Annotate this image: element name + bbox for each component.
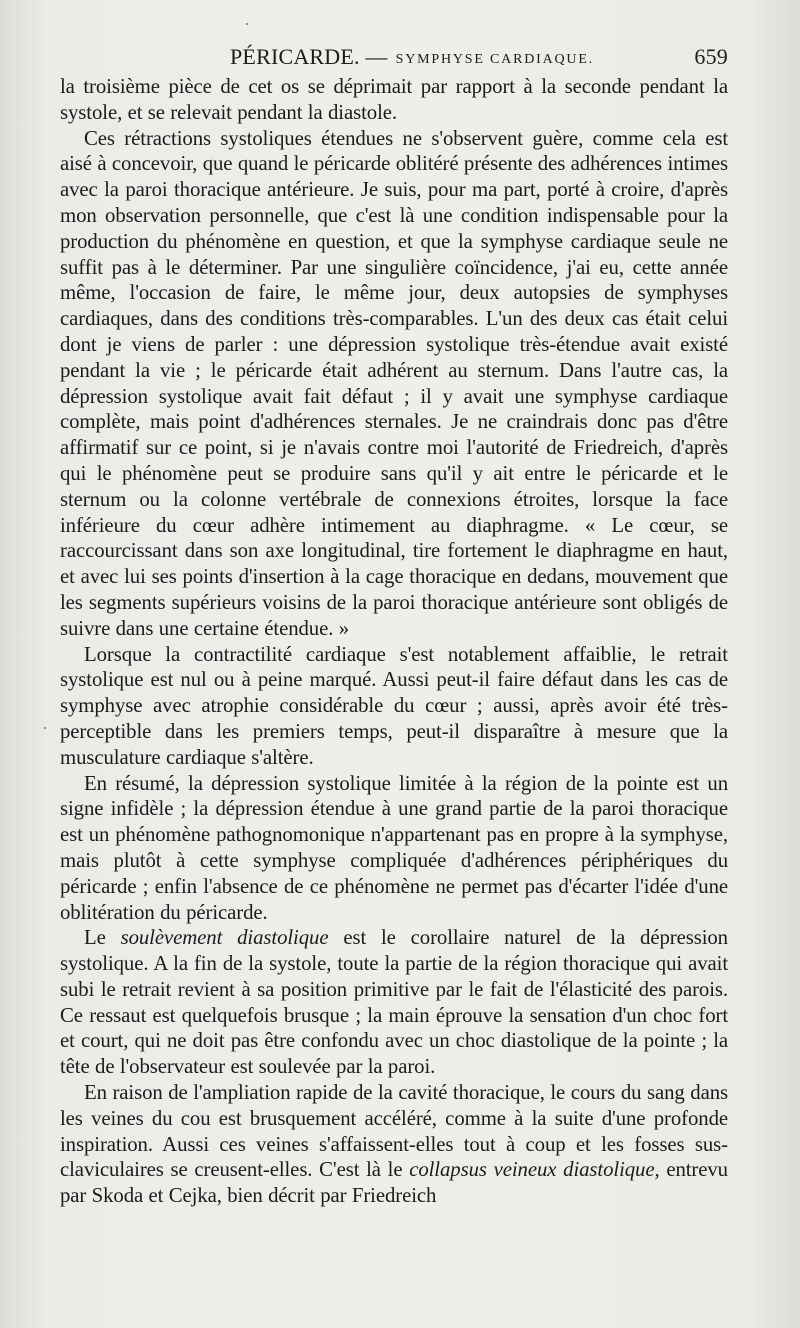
italic-term: soulèvement diastolique [120,926,329,950]
paragraph-6 [60,1080,728,1209]
page-number: 659 [694,44,728,69]
paragraph-text: Lorsque la contractilité cardiaque s'est notablement affaiblie, le retrait systolique est nul ou à peine marqué. Aussi peut-il faire défaut dans les cas de symphyse avec atrophie considérable du cœur ; aussi, après avoir été très-perceptible dans les premiers temps, peut-il disparaître à mesure que la musculature cardiaque s'altère. [60,642,728,769]
paragraph-text: En résumé, la dépression systolique limitée à la région de la pointe est un signe infidèle ; la dépression étendue à une grand partie de la paroi thoracique est un phénomène pathognomonique n'appartenant pas en propre à la symphyse, mais plutôt à cette symphyse compliquée d'adhérences périphériques du péricarde ; enfin l'absence de ce phénomène ne permet pas d'écarter l'idée d'une oblitération du péricarde. [60,771,728,924]
paragraph-4 [60,771,728,926]
body-text [60,74,728,1209]
paragraph-text: entrevu par Skoda et Cejka, bien décrit par Friedreich [60,1158,728,1208]
ink-speck [44,727,46,729]
paragraph-1 [60,74,728,126]
paragraph-2 [60,126,728,642]
running-title-sub: SYMPHYSE CARDIAQUE. [395,52,594,67]
running-title [230,40,594,77]
ink-speck [246,23,248,25]
running-title-main: PÉRICARDE. — [230,44,388,69]
paragraph-text: Ces rétractions systoliques étendues ne s'observent guère, comme cela est aisé à concevoir, que quand le péricarde oblitéré présente des adhérences intimes avec la paroi thoracique antérieure. Je suis, pour ma part, porté à croire, d'après mon observation personnelle, que c'est là une condition indispensable pour la production du phénomène en question, et que la symphyse cardiaque seule ne suffit pas à le déterminer. Par une singulière coïncidence, j'ai eu, cette année même, l'occasion de faire, le même jour, deux autopsies de symphyses cardiaques, dans des conditions très-comparables. L'un des deux cas était celui dont je viens de parler : une dépression systolique très-étendue avait existé pendant la vie ; le péricarde était adhérent au sternum. Dans l'autre cas, la dépression systolique avait fait défaut ; il y avait une symphyse cardiaque complète, mais point d'adhérences sternales. Je ne craindrais donc pas d'être affirmatif sur ce point, si je n'avais contre moi l'autorité de Friedreich, d'après qui le phénomène peut se produire sans qu'il y ait entre le péricarde et le sternum ou la colonne vertébrale de connexions étroites, lorsque la face inférieure du cœur adhère intimement au diaphragme. « Le cœur, se raccourcissant dans son axe longitudinal, tire fortement le diaphragme en haut, et avec lui ses points d'insertion à la cage thoracique en dedans, mouvement que les segments supérieurs voisins de la paroi thoracique antérieure sont obligés de suivre dans une certaine étendue. » [60,126,728,640]
italic-term: collapsus veineux diastolique, [409,1158,660,1182]
paragraph-text: Le [84,926,121,950]
paragraph-text: la troisième pièce de cet os se déprimait par rapport à la seconde pendant la systole, et se relevait pendant la diastole. [60,75,728,124]
paragraph-5 [60,925,728,1080]
running-header [60,40,728,74]
paragraph-text: En raison de l'ampliation rapide de la cavité thoracique, le cours du sang dans les veines du cou est brusquement accéléré, comme à la suite d'une profonde inspiration. Aussi ces veines s'affaissent-elles tout à coup et les fosses sus-claviculaires se creusent-elles. C'est là le [60,1081,728,1182]
paragraph-3 [60,642,728,771]
paragraph-text: est le corollaire naturel de la dépression systolique. A la fin de la systole, toute la partie de la région thoracique qui avait subi le retrait revient à sa position primitive par le fait de l'élasticité des parois. Ce ressaut est quelquefois brusque ; la main éprouve la sensation d'un choc fort et court, qui ne doit pas être confondu avec un choc diastolique de la pointe ; la tête de l'observateur est soulevée par la paroi. [60,926,728,1079]
